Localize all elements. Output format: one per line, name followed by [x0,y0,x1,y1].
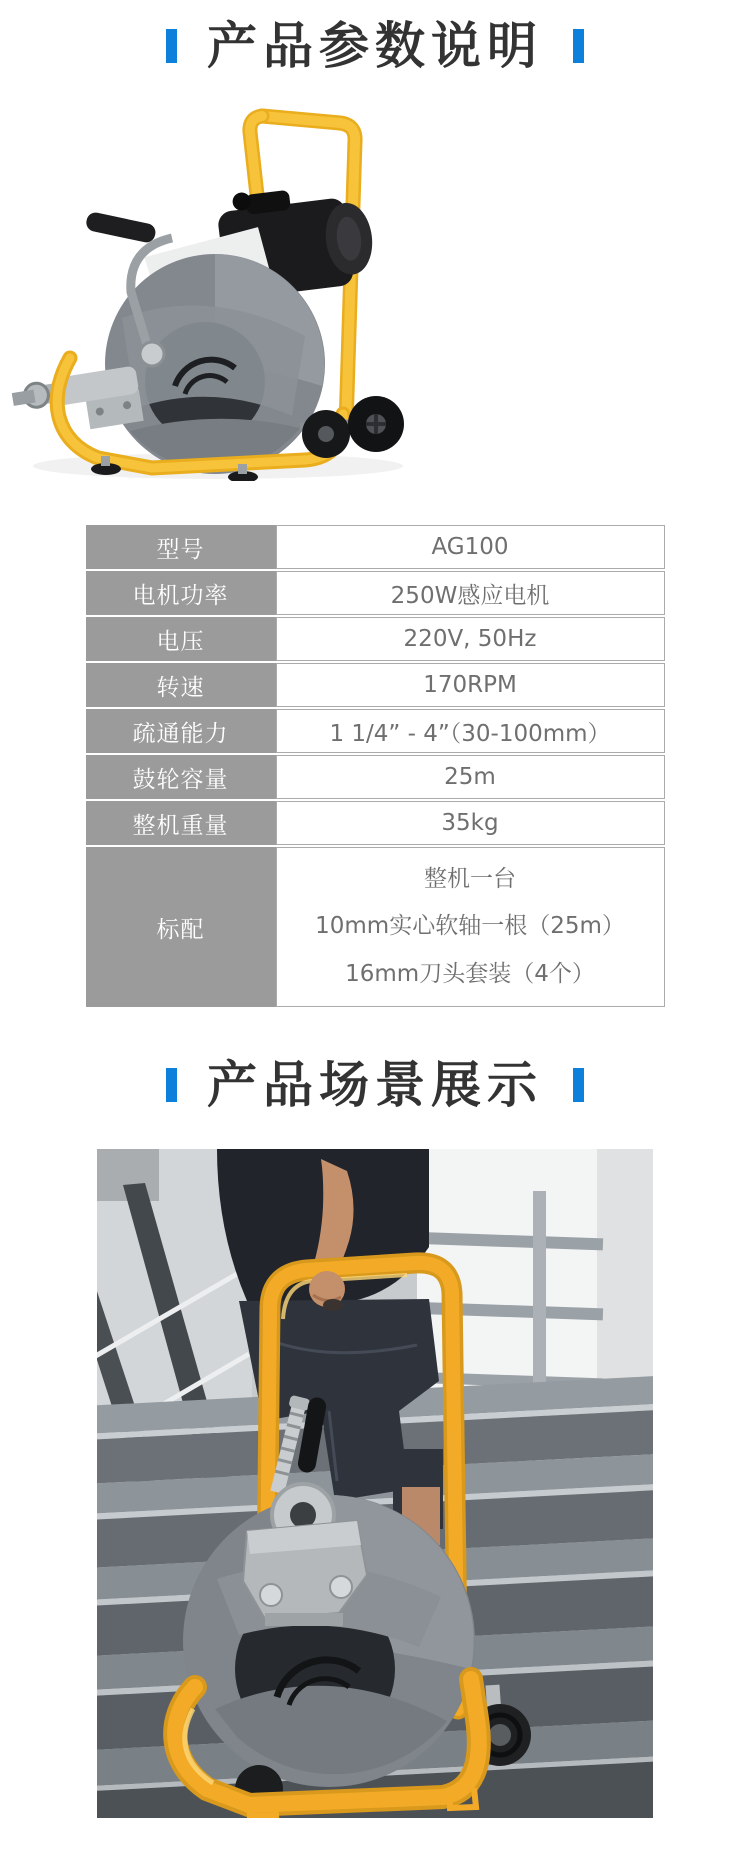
section-header-scene [0,1057,750,1113]
machine-feed-head [11,365,144,440]
section-title-scene: 产品场景展示 [207,1056,543,1114]
spec-value: 170RPM [276,663,665,707]
section-title-params: 产品参数说明 [207,17,543,75]
spec-label: 整机重量 [86,801,276,845]
table-row [86,755,665,799]
spec-label: 转速 [86,663,276,707]
spec-label: 型号 [86,525,276,569]
table-row [86,571,665,615]
spec-value: 25m [276,755,665,799]
spec-label: 电机功率 [86,571,276,615]
spec-label: 标配 [86,847,276,1007]
standard-config-item: 10mm实心软轴一根（25m） [315,913,625,940]
machine-drum [105,254,325,474]
table-row-standard-config [86,847,665,1007]
spec-label: 电压 [86,617,276,661]
scene-photo [97,1149,653,1818]
table-row [86,617,665,661]
title-accent-bar-left [166,29,177,63]
standard-config-item: 16mm刀头套装（4个） [345,960,595,987]
spec-value: 250W感应电机 [276,571,665,615]
spec-value-standard-config [276,847,665,1007]
title-accent-bar-left [166,1068,177,1102]
spec-value: 1 1/4” - 4”（30-100mm） [276,709,665,753]
spec-label: 鼓轮容量 [86,755,276,799]
spec-table [86,525,665,1007]
spec-label: 疏通能力 [86,709,276,753]
spec-value: 220V, 50Hz [276,617,665,661]
table-row [86,525,665,569]
table-row [86,801,665,845]
standard-config-item: 整机一台 [424,866,516,893]
spec-value: AG100 [276,525,665,569]
section-header-params [0,18,750,74]
table-row [86,663,665,707]
title-accent-bar-right [573,1068,584,1102]
table-row [86,709,665,753]
title-accent-bar-right [573,29,584,63]
spec-value: 35kg [276,801,665,845]
product-image [0,86,430,481]
